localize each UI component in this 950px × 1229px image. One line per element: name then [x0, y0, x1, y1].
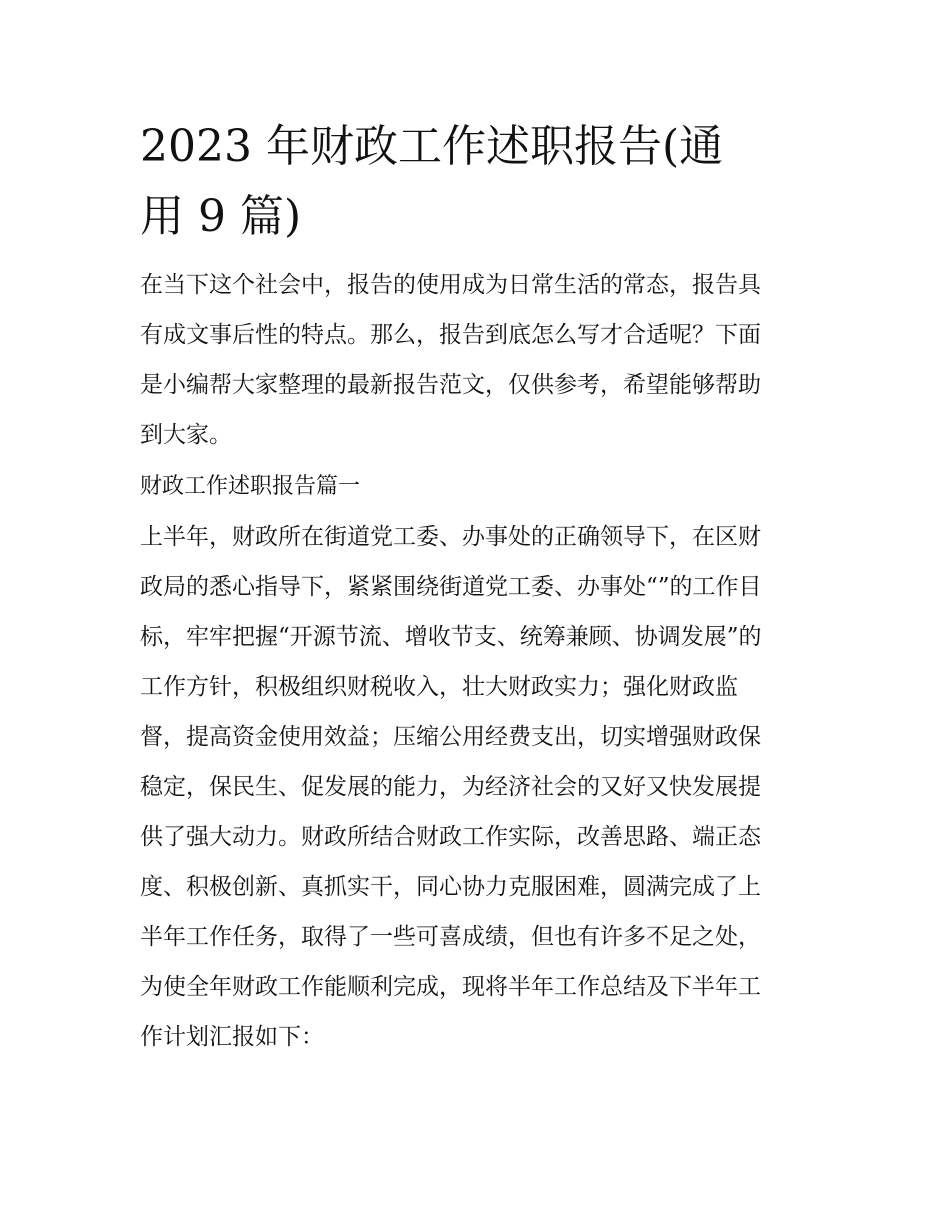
body-line: 标，牢牢把握“开源节流、增收节支、统筹兼顾、协调发展”的 [140, 624, 762, 650]
intro-line: 到大家。 [140, 422, 232, 448]
body-line: 上半年，财政所在街道党工委、办事处的正确领导下，在区财 [140, 524, 761, 550]
body-line: 政局的悉心指导下，紧紧围绕街道党工委、办事处“”的工作目 [140, 574, 762, 600]
body-line: 度、积极创新、真抓实干，同心协力克服困难，圆满完成了上 [140, 874, 761, 900]
body-line: 供了强大动力。财政所结合财政工作实际，改善思路、端正态 [140, 824, 761, 850]
body-paragraph [140, 518, 812, 1057]
intro-line: 在当下这个社会中，报告的使用成为日常生活的常态，报告具 [140, 272, 761, 298]
intro-paragraph [140, 266, 812, 455]
body-line: 工作方针，积极组织财税收入，壮大财政实力；强化财政监 [140, 674, 738, 700]
intro-line: 有成文事后性的特点。那么，报告到底怎么写才合适呢？下面 [140, 322, 761, 348]
body-line: 稳定，保民生、促发展的能力，为经济社会的又好又快发展提 [140, 774, 761, 800]
section-heading: 财政工作述职报告篇一 [140, 474, 361, 499]
title-line-1: 2023 年财政工作述职报告(通 [140, 121, 724, 172]
title-line-2: 用 9 篇) [140, 191, 302, 242]
document-title [140, 112, 812, 252]
intro-line: 是小编帮大家整理的最新报告范文，仅供参考，希望能够帮助 [140, 372, 761, 398]
body-line: 半年工作任务，取得了一些可喜成绩，但也有许多不足之处， [140, 924, 761, 950]
body-line: 作计划汇报如下： [140, 1024, 324, 1050]
body-line: 为使全年财政工作能顺利完成，现将半年工作总结及下半年工 [140, 974, 761, 1000]
body-line: 督，提高资金使用效益；压缩公用经费支出，切实增强财政保 [140, 724, 761, 750]
document-page [140, 112, 812, 1069]
